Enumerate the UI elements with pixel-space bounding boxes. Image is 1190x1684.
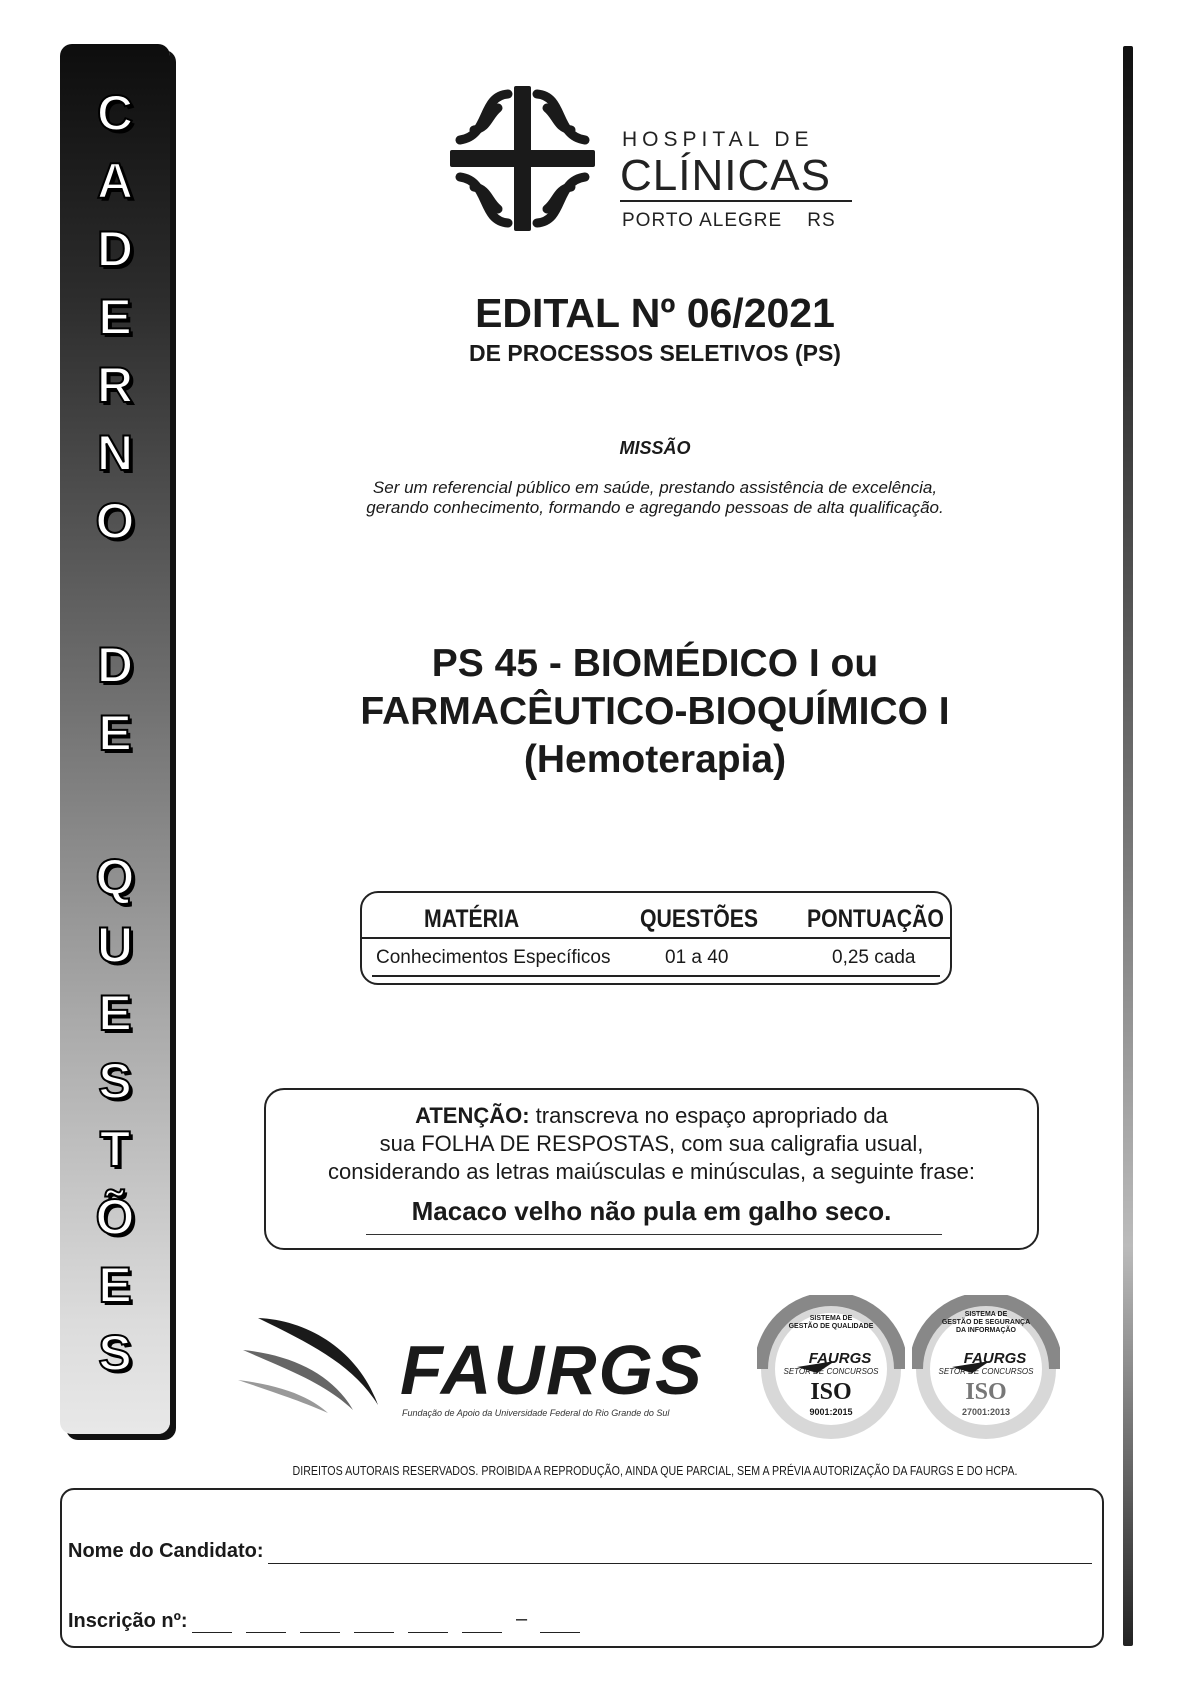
hospital-line1: HOSPITAL DE <box>622 128 814 151</box>
registration-digit-field[interactable] <box>246 1632 286 1633</box>
iso-9001-seal <box>757 1295 905 1443</box>
subject-table <box>360 891 952 985</box>
registration-digit-field[interactable] <box>354 1632 394 1633</box>
banner-letter: D <box>96 221 134 277</box>
registration-digit-field[interactable] <box>192 1632 232 1633</box>
faurgs-wordmark: FAURGS <box>400 1331 704 1409</box>
ps-title-line: (Hemoterapia) <box>523 738 787 781</box>
right-edge-bar <box>1123 46 1133 1646</box>
banner-letter: E <box>98 985 132 1041</box>
table-cell: 0,25 cada <box>832 947 916 968</box>
attention-box <box>264 1088 1039 1250</box>
edital-title: EDITAL Nº 06/2021 <box>475 290 835 336</box>
banner-letter: O <box>95 493 135 549</box>
banner-letter: E <box>98 1257 132 1313</box>
hospital-name: CLÍNICAS <box>620 151 831 200</box>
seal-code: 9001:2015 <box>809 1407 853 1417</box>
banner-letter: S <box>98 1325 132 1381</box>
banner-letter: S <box>98 1053 132 1109</box>
hospital-location: PORTO ALEGRE RS <box>622 210 836 231</box>
registration-dash: – <box>516 1608 528 1630</box>
mission-text <box>0 478 1190 518</box>
table-cell: Conhecimentos Específicos <box>376 947 611 968</box>
seal-top-line: SISTEMA DE <box>809 1315 853 1322</box>
mission-heading: MISSÃO <box>619 438 691 458</box>
banner-letter: C <box>96 85 134 141</box>
candidate-name-field[interactable] <box>268 1563 1092 1564</box>
registration-digit-field[interactable] <box>408 1632 448 1633</box>
banner-letter: U <box>96 917 134 973</box>
banner-letter: D <box>96 637 134 693</box>
table-divider <box>372 975 940 977</box>
table-cell: 01 a 40 <box>665 947 729 968</box>
seal-iso: ISO <box>810 1379 852 1405</box>
banner-letter: Õ <box>95 1189 135 1245</box>
table-divider <box>362 937 950 939</box>
banner-letter: Q <box>95 849 135 905</box>
banner-letter: E <box>98 289 132 345</box>
seal-setor: SETOR DE CONCURSOS <box>938 1367 1034 1376</box>
logo-divider <box>620 200 852 202</box>
copyright-notice: DIREITOS AUTORAIS RESERVADOS. PROIBIDA A REPRODUÇÃO, AINDA QUE PARCIAL, SEM A PRÉVIA AUTORIZAÇÃO DA FAURGS E DO HCPA. <box>292 1463 1018 1478</box>
registration-label: Inscrição nº: <box>68 1610 188 1632</box>
candidate-name-label: Nome do Candidato: <box>68 1540 264 1562</box>
seal-top-line: SISTEMA DE <box>964 1311 1008 1318</box>
banner-letter: N <box>96 425 134 481</box>
attention-phrase: Macaco velho não pula em galho seco. <box>411 1196 892 1226</box>
table-header: QUESTÕES <box>640 905 759 933</box>
banner-letter: R <box>96 357 134 413</box>
faurgs-tagline: Fundação de Apoio da Universidade Federal do Rio Grande do Sul <box>402 1408 670 1418</box>
banner-letter: T <box>99 1121 131 1177</box>
table-header: PONTUAÇÃO <box>807 905 944 933</box>
attention-text <box>266 1102 1037 1186</box>
banner-letter: E <box>98 705 132 761</box>
seal-brand: FAURGS <box>808 1350 872 1367</box>
seal-top-line: GESTÃO DE SEGURANÇA <box>941 1319 1031 1326</box>
edital-subtitle: DE PROCESSOS SELETIVOS (PS) <box>469 340 841 366</box>
phrase-underline <box>366 1234 942 1235</box>
ps-title <box>0 637 1190 784</box>
seal-setor: SETOR DE CONCURSOS <box>783 1367 879 1376</box>
attention-line: transcreva no espaço apropriado da <box>529 1103 888 1128</box>
table-header: MATÉRIA <box>424 905 520 933</box>
registration-check-digit-field[interactable] <box>540 1632 580 1633</box>
seal-brand: FAURGS <box>963 1350 1027 1367</box>
ps-title-line: PS 45 - BIOMÉDICO I ou <box>431 642 879 685</box>
candidate-box <box>60 1488 1104 1648</box>
seal-iso: ISO <box>965 1379 1007 1405</box>
attention-line: considerando as letras maiúsculas e minúsculas, a seguinte frase: <box>328 1159 975 1184</box>
iso-27001-seal <box>912 1295 1060 1443</box>
attention-line: sua FOLHA DE RESPOSTAS, com sua caligrafia usual, <box>379 1131 924 1156</box>
mission-line: gerando conhecimento, formando e agregando pessoas de alta qualificação. <box>366 498 944 517</box>
seal-code: 27001:2013 <box>961 1407 1011 1417</box>
hospital-logo-icon <box>450 86 595 231</box>
banner-letter: A <box>96 153 134 209</box>
attention-label: ATENÇÃO: <box>415 1103 530 1128</box>
mission-line: Ser um referencial público em saúde, prestando assistência de excelência, <box>372 478 938 497</box>
registration-digit-field[interactable] <box>300 1632 340 1633</box>
ps-title-line: FARMACÊUTICO-BIOQUÍMICO I <box>360 690 950 733</box>
seal-top-line: DA INFORMAÇÃO <box>955 1327 1016 1334</box>
registration-digit-field[interactable] <box>462 1632 502 1633</box>
seal-top-line: GESTÃO DE QUALIDADE <box>788 1323 874 1330</box>
faurgs-swoosh-icon <box>238 1310 418 1415</box>
